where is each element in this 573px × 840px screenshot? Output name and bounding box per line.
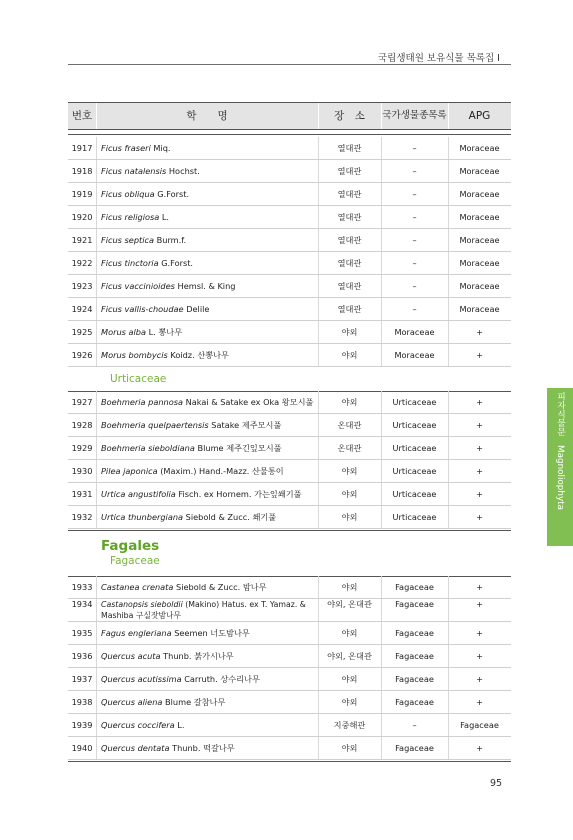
row-number: 1917 [71, 143, 93, 153]
row-apg: Fagaceae [460, 720, 499, 730]
korean-name: 너도밤나무 [207, 628, 250, 638]
row-place: 열대관 [337, 212, 362, 222]
table-row [68, 160, 511, 183]
table-header [68, 102, 511, 130]
korean-name: 산뽕나무 [194, 350, 229, 360]
table-row [68, 691, 511, 714]
row-place: 야외, 온대관 [327, 599, 372, 609]
author-name: L. [159, 212, 170, 222]
table-row [68, 506, 511, 529]
korean-name: 밤나무 [240, 582, 267, 592]
row-place: 야외 [341, 628, 358, 638]
row-place: 야외 [341, 489, 358, 499]
author-name: Siebold & Zucc. [173, 582, 241, 592]
row-scientific-name [101, 344, 351, 366]
latin-name: Quercus dentata [101, 743, 170, 753]
page-number: 95 [490, 778, 503, 789]
row-apg: + [476, 674, 483, 684]
row-scientific-name [101, 668, 351, 690]
row-national-list: Urticaceae [392, 443, 437, 453]
row-national-list: – [412, 258, 417, 268]
row-number: 1933 [71, 582, 93, 592]
author-name: Satake [208, 420, 240, 430]
author-name: L. [174, 720, 185, 730]
row-apg: + [476, 350, 483, 360]
row-place: 온대관 [337, 443, 362, 453]
table-row [68, 668, 511, 691]
latin-name: Ficus natalensis [101, 166, 167, 176]
row-apg: + [476, 466, 483, 476]
table-row [68, 137, 511, 160]
latin-name: Ficus vaccinioides [101, 281, 175, 291]
latin-name: Ficus religiosa [101, 212, 160, 222]
row-apg: Moraceae [459, 166, 500, 176]
row-apg: + [476, 397, 483, 407]
author-name: Miq. [150, 143, 171, 153]
row-place: 야외 [341, 582, 358, 592]
row-number: 1932 [71, 512, 93, 522]
korean-name: 떡갈나무 [200, 743, 235, 753]
group-rule [68, 530, 511, 531]
author-name: Fisch. ex Hornem. [175, 489, 252, 499]
row-scientific-name [101, 252, 351, 274]
row-scientific-name [101, 645, 351, 667]
korean-name: 왕모시풀 [279, 397, 314, 407]
author-name: G.Forst. [154, 189, 190, 199]
row-national-list: Moraceae [394, 327, 435, 337]
row-place: 열대관 [337, 235, 362, 245]
korean-name: 붉가시나무 [191, 651, 234, 661]
row-number: 1928 [71, 420, 93, 430]
row-national-list: Fagaceae [395, 651, 434, 661]
row-apg: + [476, 420, 483, 430]
latin-name: Castanea crenata [101, 582, 174, 592]
row-scientific-name [101, 460, 351, 482]
row-number: 1926 [71, 350, 93, 360]
row-place: 열대관 [337, 189, 362, 199]
row-national-list: Urticaceae [392, 466, 437, 476]
row-place: 야외 [341, 350, 358, 360]
latin-name: Boehmeria quelpaertensis [101, 420, 209, 430]
row-number: 1923 [71, 281, 93, 291]
row-number: 1919 [71, 189, 93, 199]
author-name: Hemsl. & King [174, 281, 236, 291]
row-apg: + [476, 697, 483, 707]
row-apg: Moraceae [459, 235, 500, 245]
author-name: Blume [194, 443, 224, 453]
row-scientific-name [101, 599, 316, 621]
latin-name: Castanopsis sieboldii [101, 600, 183, 609]
group-rule [68, 134, 511, 135]
row-number: 1934 [71, 599, 93, 609]
row-national-list: Moraceae [394, 350, 435, 360]
author-name: G.Forst. [158, 258, 194, 268]
row-number: 1922 [71, 258, 93, 268]
author-name: (Maxim.) Hand.-Mazz. [157, 466, 250, 476]
row-number: 1931 [71, 489, 93, 499]
section-tab-korean: 피자식물문 [555, 392, 565, 436]
latin-name: Morus alba [101, 327, 147, 337]
row-scientific-name [101, 483, 351, 505]
table-row [68, 321, 511, 344]
row-number: 1918 [71, 166, 93, 176]
latin-name: Fagus engleriana [101, 628, 172, 638]
row-number: 1925 [71, 327, 93, 337]
row-apg: + [476, 582, 483, 592]
table-row [68, 460, 511, 483]
table-row [68, 737, 511, 760]
row-scientific-name [101, 714, 351, 736]
table-row [68, 229, 511, 252]
row-scientific-name [101, 506, 351, 528]
row-apg: + [476, 512, 483, 522]
row-national-list: – [412, 235, 417, 245]
section-tab-label [548, 392, 572, 512]
row-scientific-name [101, 206, 351, 228]
col-place: 장 소 [334, 110, 365, 122]
korean-name: 제주모시풀 [239, 420, 282, 430]
latin-name: Urtica angustifolia [101, 489, 176, 499]
row-scientific-name [101, 576, 351, 598]
table-row [68, 344, 511, 367]
latin-name: Ficus fraseri [101, 143, 151, 153]
row-number: 1927 [71, 397, 93, 407]
row-scientific-name [101, 691, 351, 713]
table-row [68, 414, 511, 437]
row-national-list: Urticaceae [392, 489, 437, 499]
running-title: 국립생태원 보유식물 목록집 I [378, 53, 500, 64]
row-place: 야외, 온대관 [327, 651, 372, 661]
author-name: Delile [183, 304, 210, 314]
table-row [68, 622, 511, 645]
author-name: Nakai & Satake ex Oka [183, 397, 280, 407]
row-apg: Moraceae [459, 189, 500, 199]
korean-name: 구실잣밤나무 [133, 611, 182, 620]
author-name: Carruth. [181, 674, 218, 684]
row-apg: Moraceae [459, 143, 500, 153]
row-scientific-name [101, 737, 351, 759]
row-national-list: Urticaceae [392, 512, 437, 522]
row-place: 야외 [341, 674, 358, 684]
row-number: 1935 [71, 628, 93, 638]
col-national-list: 국가생물종목록 [382, 110, 447, 121]
row-apg: + [476, 443, 483, 453]
row-apg: + [476, 628, 483, 638]
row-apg: + [476, 327, 483, 337]
table-row [68, 599, 511, 622]
latin-name: Quercus aliena [101, 697, 163, 707]
row-national-list: Urticaceae [392, 397, 437, 407]
latin-name: Quercus coccifera [101, 720, 175, 730]
row-scientific-name [101, 622, 351, 644]
row-national-list: Urticaceae [392, 420, 437, 430]
row-place: 야외 [341, 397, 358, 407]
row-national-list: – [412, 166, 417, 176]
row-national-list: Fagaceae [395, 697, 434, 707]
family-heading-fagaceae: Fagaceae [110, 555, 160, 567]
author-name: L. [146, 327, 156, 337]
table-row [68, 391, 511, 414]
row-national-list: – [412, 212, 417, 222]
row-apg: Moraceae [459, 258, 500, 268]
row-place: 야외 [341, 512, 358, 522]
table-row [68, 645, 511, 668]
latin-name: Boehmeria pannosa [101, 397, 184, 407]
row-apg: + [476, 489, 483, 499]
row-scientific-name [101, 229, 351, 251]
latin-name: Ficus vallis-choudae [101, 304, 184, 314]
author-name: Hochst. [166, 166, 200, 176]
row-number: 1929 [71, 443, 93, 453]
row-national-list: – [412, 143, 417, 153]
row-national-list: Fagaceae [395, 599, 434, 609]
row-scientific-name [101, 321, 351, 343]
row-number: 1930 [71, 466, 93, 476]
row-number: 1940 [71, 743, 93, 753]
row-scientific-name [101, 437, 351, 459]
author-name: Thunb. [169, 743, 201, 753]
row-scientific-name [101, 414, 351, 436]
author-name: Thunb. [160, 651, 192, 661]
col-number: 번호 [71, 110, 93, 122]
row-place: 야외 [341, 697, 358, 707]
table-row [68, 183, 511, 206]
row-number: 1938 [71, 697, 93, 707]
header-rule [68, 64, 511, 65]
table-row [68, 437, 511, 460]
row-national-list: – [412, 281, 417, 291]
latin-name: Quercus acuta [101, 651, 161, 661]
table-row [68, 298, 511, 321]
korean-name: 쐐기풀 [249, 512, 277, 522]
row-place: 지중해관 [333, 720, 366, 730]
korean-name: 제주긴잎모시풀 [223, 443, 282, 453]
row-place: 야외 [341, 327, 358, 337]
author-name: Koidz. [167, 350, 195, 360]
table-row [68, 576, 511, 599]
order-heading-fagales: Fagales [101, 538, 160, 554]
row-number: 1924 [71, 304, 93, 314]
author-name: Blume [162, 697, 192, 707]
latin-name: Quercus acutissima [101, 674, 182, 684]
latin-name: Pilea japonica [101, 466, 158, 476]
row-place: 열대관 [337, 304, 362, 314]
family-heading-urticaceae: Urticaceae [110, 373, 167, 385]
korean-name: 갈참나무 [191, 697, 226, 707]
row-national-list: Fagaceae [395, 582, 434, 592]
col-scientific-name: 학 명 [186, 110, 228, 122]
author-name: Siebold & Zucc. [183, 512, 250, 522]
col-apg: APG [468, 110, 491, 122]
row-apg: + [476, 743, 483, 753]
row-scientific-name [101, 275, 351, 297]
row-place: 야외 [341, 743, 358, 753]
korean-name: 산물통이 [249, 466, 284, 476]
author-name: Seemen [171, 628, 208, 638]
row-number: 1937 [71, 674, 93, 684]
author-name: (Makino) Hatus. ex T. Yamaz. & Mashiba [101, 600, 306, 620]
latin-name: Ficus septica [101, 235, 155, 245]
row-number: 1921 [71, 235, 93, 245]
group-rule [68, 761, 511, 762]
row-scientific-name [101, 137, 351, 159]
row-place: 열대관 [337, 166, 362, 176]
row-national-list: – [412, 720, 417, 730]
row-place: 열대관 [337, 143, 362, 153]
table-row [68, 206, 511, 229]
row-number: 1939 [71, 720, 93, 730]
table-row [68, 275, 511, 298]
latin-name: Ficus tinctoria [101, 258, 159, 268]
row-number: 1920 [71, 212, 93, 222]
section-tab-latin: Magnoliophyta [555, 444, 565, 510]
row-scientific-name [101, 183, 351, 205]
row-scientific-name [101, 391, 351, 413]
latin-name: Urtica thunbergiana [101, 512, 184, 522]
row-national-list: Fagaceae [395, 628, 434, 638]
latin-name: Ficus obliqua [101, 189, 155, 199]
table-row [68, 252, 511, 275]
korean-name: 뽕나무 [155, 327, 183, 337]
row-place: 온대관 [337, 420, 362, 430]
row-apg: Moraceae [459, 281, 500, 291]
korean-name: 상수리나무 [217, 674, 260, 684]
row-scientific-name [101, 160, 351, 182]
row-national-list: – [412, 189, 417, 199]
row-scientific-name [101, 298, 351, 320]
author-name: Burm.f. [154, 235, 187, 245]
row-national-list: – [412, 304, 417, 314]
row-apg: Moraceae [459, 304, 500, 314]
row-apg: Moraceae [459, 212, 500, 222]
row-national-list: Fagaceae [395, 674, 434, 684]
table-row [68, 714, 511, 737]
latin-name: Morus bombycis [101, 350, 168, 360]
table-row [68, 483, 511, 506]
row-place: 열대관 [337, 281, 362, 291]
korean-name: 가는잎쐐기풀 [251, 489, 302, 499]
row-apg: + [476, 651, 483, 661]
latin-name: Boehmeria sieboldiana [101, 443, 195, 453]
row-national-list: Fagaceae [395, 743, 434, 753]
row-place: 열대관 [337, 258, 362, 268]
row-number: 1936 [71, 651, 93, 661]
row-apg: + [476, 599, 483, 609]
row-place: 야외 [341, 466, 358, 476]
